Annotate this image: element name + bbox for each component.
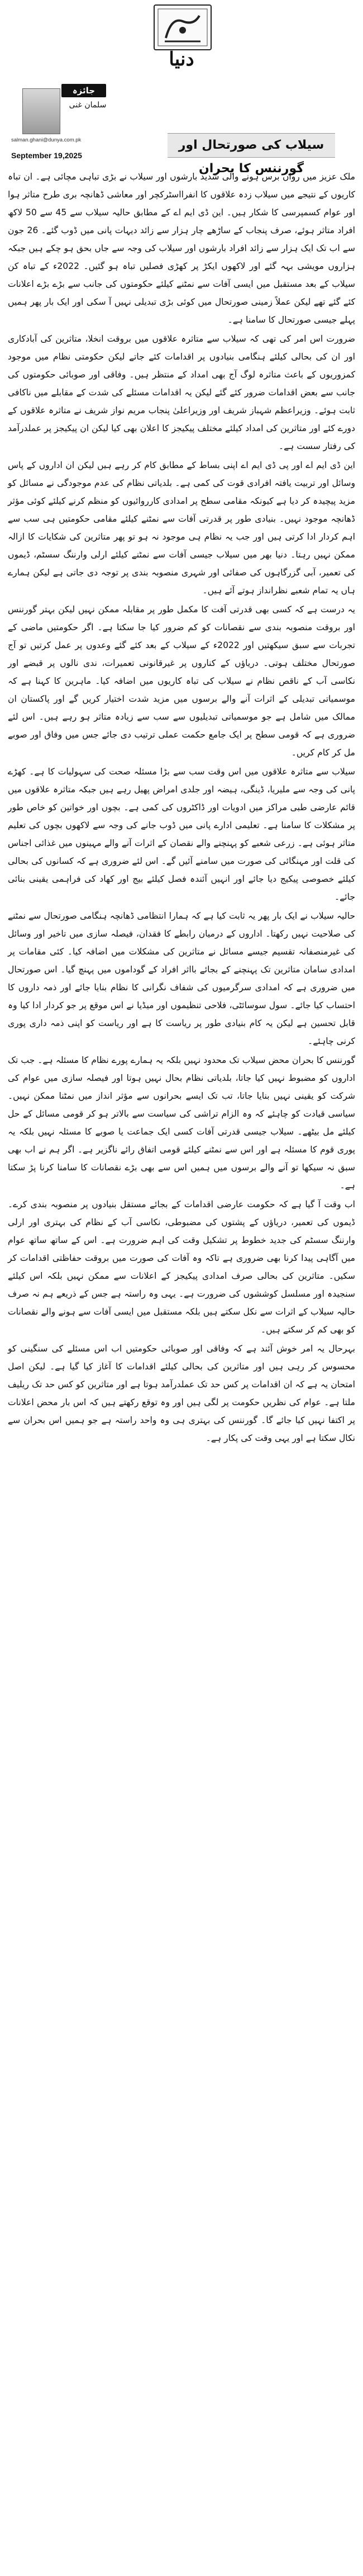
article-paragraph: ضرورت اس امر کی تھی کہ سیلاب سے متاثرہ علاقوں میں بروقت انخلا، متاثرین کی آبادکاری اور ان کی بحالی کیلئے ہنگامی بنیادوں پر اقدامات کئے جاتے لیکن حکومتی نظام میں موجود کمزوریوں کے باعث متاثرہ لوگ آج بھی امداد کے منتظر ہیں۔ وفاقی اور صوبائی حکومتوں کی جانب سے بعض اقدامات ضرور کئے گئے لیکن یہ اقدامات مسئلے کی شدت کے مقابلے میں ناکافی ثابت ہوئے۔ وزیراعظم شہباز شریف اور وزیراعلیٰ پنجاب مریم نواز شریف نے متاثرہ علاقوں کے دورے کئے اور متاثرین کی امداد کیلئے مختلف پیکیجز کا اعلان بھی کیا لیکن ان پیکیجز پر عملدرآمد کی رفتار سست ہے۔	[8, 334, 355, 451]
publication-date: September 19,2025	[11, 151, 82, 160]
article-paragraph: یہ درست ہے کہ کسی بھی قدرتی آفت کا مکمل طور پر مقابلہ ممکن نہیں لیکن بہتر گورننس اور بروقت منصوبہ بندی سے نقصانات کو کم ضرور کیا جا سکتا ہے۔ اگر حکومتیں ماضی کے تجربات سے سبق سیکھتیں اور 2022ء کے سیلاب کے بعد کئے گئے وعدوں پر عمل کرتیں تو آج صورتحال مختلف ہوتی۔ دریاؤں کے کناروں پر غیرقانونی تعمیرات، ندی نالوں پر قبضے اور نکاسی آب کے ناقص نظام نے سیلاب کی تباہ کاریوں میں اضافہ کیا۔ ماہرین کا کہنا ہے کہ موسمیاتی تبدیلی کے اثرات آنے والے برسوں میں مزید شدت اختیار کریں گے اور پاکستان ان ممالک میں شامل ہے جو موسمیاتی تبدیلیوں سے سب سے زیادہ متاثر ہو رہے ہیں۔ اس لئے ضروری ہے کہ قومی سطح پر ایک جامع حکمت عملی ترتیب دی جائے جس میں وفاق اور صوبے مل کر کام کریں۔	[8, 604, 355, 758]
article-paragraph: بہرحال یہ امر خوش آئند ہے کہ وفاقی اور صوبائی حکومتیں اب اس مسئلے کی سنگینی کو محسوس کر رہی ہیں اور متاثرین کی بحالی کیلئے اقدامات کا آغاز کیا گیا ہے۔ لیکن اصل امتحان یہ ہے کہ ان اقدامات پر کس حد تک عملدرآمد ہوتا ہے اور متاثرین کو کس حد تک ریلیف ملتا ہے۔ عوام کی نظریں حکومت پر لگی ہیں اور وہ توقع رکھتے ہیں کہ اس بار محض اعلانات پر اکتفا نہیں کیا جائے گا۔ گورننس کی بہتری ہی وہ واحد راستہ ہے جو ہمیں اس بحران سے نکال سکتا ہے اور یہی وقت کی پکار ہے۔	[8, 1344, 355, 1443]
article-paragraph: گورننس کا بحران محض سیلاب تک محدود نہیں بلکہ یہ ہمارے پورے نظام کا مسئلہ ہے۔ جب تک اداروں کو مضبوط نہیں کیا جاتا، بلدیاتی نظام بحال نہیں ہوتا اور فیصلہ سازی میں عوام کی شرکت کو یقینی نہیں بنایا جاتا، تب تک ایسے بحرانوں سے مؤثر انداز میں نمٹنا ممکن نہیں۔ سیاسی قیادت کو چاہئے کہ وہ الزام تراشی کی سیاست سے بالاتر ہو کر قومی مسائل کے حل کیلئے مل بیٹھے۔ سیلاب جیسی قدرتی آفات کسی ایک جماعت یا صوبے کا مسئلہ نہیں بلکہ یہ پوری قوم کا مسئلہ ہے اور اس سے نمٹنے کیلئے قومی اتفاق رائے ناگزیر ہے۔ اگر ہم نے اب بھی سبق نہ سیکھا تو آنے والے برسوں میں ہمیں اس سے بھی بڑے نقصانات کا سامنا کرنا پڑ سکتا ہے۔	[8, 1055, 355, 1190]
article-paragraph: ملک عزیز میں رواں برس ہونے والی شدید بارشوں اور سیلاب نے بڑی تباہی مچائی ہے۔ ان تباہ کاریوں کے نتیجے میں سیلاب زدہ علاقوں کا انفرااسٹرکچر اور معاشی ڈھانچہ بری طرح متاثر ہوا اور عوام کسمپرسی کا شکار ہیں۔ این ڈی ایم اے کے مطابق حالیہ سیلاب سے 45 سے 50 لاکھ افراد متاثر ہوئے، صرف پنجاب کے ساڑھے چار ہزار سے زائد دیہات پانی میں ڈوب گئے۔ 26 جون سے اب تک ایک ہزار سے زائد افراد بارشوں اور سیلاب کی وجہ سے جاں بحق ہو چکے ہیں جبکہ ہزاروں مویشی بہہ گئے اور لاکھوں ایکڑ پر کھڑی فصلیں تباہ ہو گئیں۔ 2022ء کے تباہ کن سیلاب کے بعد مستقبل میں ایسی آفات سے نمٹنے کیلئے حکومتوں کی جانب سے بڑے بڑے اعلانات کئے گئے تھے لیکن عملاً زمینی صورتحال میں کوئی بڑی تبدیلی نہیں آ سکی اور ایک بار پھر ہمیں پہلے جیسی صورتحال کا سامنا ہے۔	[8, 172, 355, 325]
newspaper-logo	[154, 4, 212, 50]
column-label: جائزہ	[61, 84, 106, 97]
article-body	[8, 168, 355, 1448]
masthead	[120, 4, 243, 72]
logo-emblem-icon	[155, 6, 211, 49]
author-photo	[22, 88, 60, 134]
article-paragraph: این ڈی ایم اے اور پی ڈی ایم اے اپنی بساط کے مطابق کام کر رہے ہیں لیکن ان اداروں کے پاس وسائل اور تربیت یافتہ افرادی قوت کی کمی ہے۔ بلدیاتی نظام کی عدم موجودگی نے مسائل کو مزید پیچیدہ کر دیا ہے کیونکہ مقامی سطح پر امدادی کارروائیوں کو منظم کرنے کیلئے کوئی مؤثر ڈھانچہ موجود نہیں۔ بنیادی طور پر قدرتی آفات سے نمٹنے کیلئے مقامی حکومتیں ہی سب سے اہم کردار ادا کرتی ہیں اور جب یہ نظام ہی موجود نہ ہو تو پھر متاثرین کی شکایات کا ازالہ ممکن نہیں رہتا۔ دنیا بھر میں سیلاب جیسی آفات سے نمٹنے کیلئے ارلی وارننگ سسٹم، ڈیموں کی تعمیر، آبی گزرگاہوں کی صفائی اور شہری منصوبہ بندی پر توجہ دی جاتی ہے لیکن ہمارے ہاں یہ تمام شعبے نظرانداز ہوتے آئے ہیں۔	[8, 460, 355, 595]
article-paragraph: سیلاب سے متاثرہ علاقوں میں اس وقت سب سے بڑا مسئلہ صحت کی سہولیات کا ہے۔ کھڑے پانی کی وجہ سے ملیریا، ڈینگی، ہیضہ اور جلدی امراض پھیل رہے ہیں جبکہ متاثرہ علاقوں میں قائم عارضی طبی مراکز میں ادویات اور ڈاکٹروں کی کمی ہے۔ بچوں اور خواتین کو خاص طور پر مشکلات کا سامنا ہے۔ تعلیمی ادارے پانی میں ڈوب جانے کی وجہ سے لاکھوں بچوں کی تعلیم متاثر ہوئی ہے۔ زرعی شعبے کو پہنچنے والے نقصان کے اثرات آنے والے مہینوں میں غذائی اجناس کی قلت اور مہنگائی کی صورت میں سامنے آئیں گے۔ اس لئے ضروری ہے کہ کسانوں کی بحالی کیلئے خصوصی پیکیج دیا جائے اور انہیں آئندہ فصل کیلئے بیج اور کھاد کی فراہمی یقینی بنائی جائے۔	[8, 767, 355, 902]
article-paragraph: حالیہ سیلاب نے ایک بار پھر یہ ثابت کیا ہے کہ ہمارا انتظامی ڈھانچہ ہنگامی صورتحال سے نمٹنے کی صلاحیت نہیں رکھتا۔ اداروں کے درمیان رابطے کا فقدان، فیصلہ سازی میں تاخیر اور وسائل کی غیرمنصفانہ تقسیم جیسے مسائل نے متاثرین کی مشکلات میں اضافہ کیا۔ کئی مقامات پر امدادی سامان متاثرین تک پہنچنے کے بجائے بااثر افراد کے گوداموں میں پہنچ گیا۔ اس صورتحال میں ضروری ہے کہ امدادی سرگرمیوں کی شفاف نگرانی کا نظام بنایا جائے اور ذمہ داروں کا احتساب کیا جائے۔ سول سوسائٹی، فلاحی تنظیموں اور میڈیا نے اس موقع پر جو کردار ادا کیا وہ قابل تحسین ہے لیکن یہ کام بنیادی طور پر ریاست کا ہے اور ریاست کو اپنی ذمہ داری پوری کرنی چاہئے۔	[8, 911, 355, 1046]
author-name: سلمان غنی	[69, 101, 107, 110]
author-block	[11, 84, 112, 145]
article-paragraph: اب وقت آ گیا ہے کہ حکومت عارضی اقدامات کے بجائے مستقل بنیادوں پر منصوبہ بندی کرے۔ ڈیموں کی تعمیر، دریاؤں کے پشتوں کی مضبوطی، نکاسی آب کے نظام کی بہتری اور ارلی وارننگ سسٹم کی جدید خطوط پر تشکیل وقت کی اہم ضرورت ہے۔ اس کے ساتھ ساتھ عوام میں آگاہی پیدا کرنا بھی ضروری ہے تاکہ وہ آفات کی صورت میں بروقت حفاظتی اقدامات کر سکیں۔ متاثرین کی بحالی صرف امدادی پیکیجز کے اعلانات سے ممکن نہیں بلکہ اس کیلئے سنجیدہ اور مسلسل کوششوں کی ضرورت ہے۔ یہی وہ راستہ ہے جس کے ذریعے ہم نہ صرف حالیہ سیلاب کے اثرات سے نکل سکتے ہیں بلکہ مستقبل میں ایسی آفات سے ہونے والے نقصانات کو بھی کم کر سکتے ہیں۔	[8, 1199, 355, 1335]
article-headline: سیلاب کی صورتحال اور گورننس کا بحران	[168, 133, 335, 158]
newspaper-name: دنیا	[169, 48, 194, 70]
author-email[interactable]: salman.ghani@dunya.com.pk	[11, 137, 82, 143]
